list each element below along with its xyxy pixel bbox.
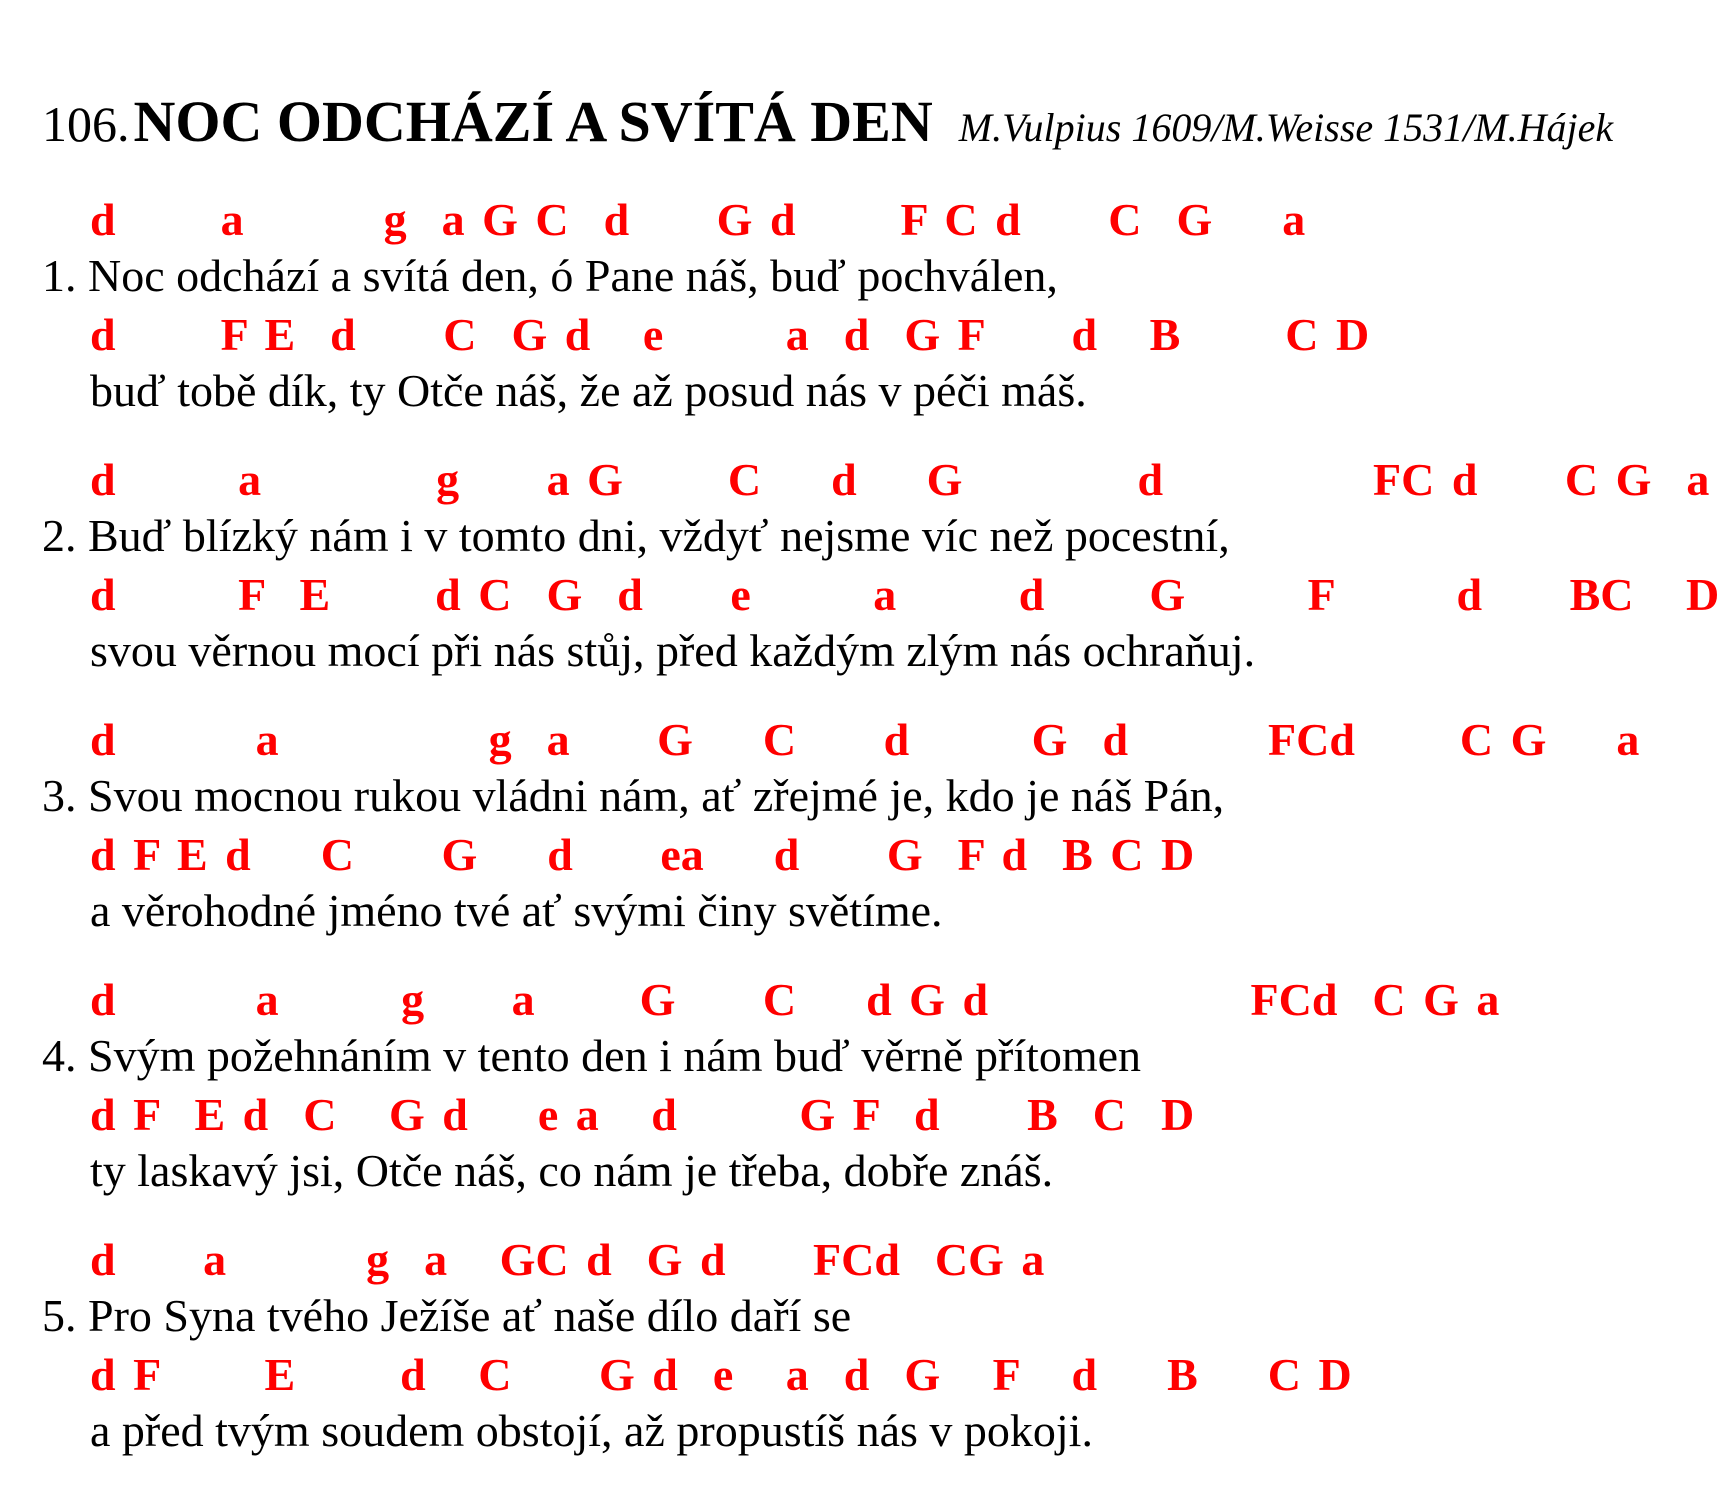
verse-2-chords-1: d a g a G C d G d FC d C G a xyxy=(90,454,1710,505)
verse-4-chords-1: d a g a G C d G d FCd C G a xyxy=(90,974,1500,1025)
verse-4-lyric-1: 4. Svým požehnáním v tento den i nám buď věrně přítomen xyxy=(42,1030,1142,1081)
verse-5-lyric-1: 5. Pro Syna tvého Ježíše ať naše dílo daří se xyxy=(42,1290,852,1341)
verse-5-chords-1: d a g a GC d G d FCd CG a xyxy=(90,1234,1045,1285)
song-title: NOC ODCHÁZÍ A SVÍTÁ DEN xyxy=(133,89,933,154)
song-header xyxy=(42,88,1613,155)
song-number: 106. xyxy=(42,96,130,152)
verse-2-lyric-1: 2. Buď blízký nám i v tomto dni, vždyť nejsme víc než pocestní, xyxy=(42,510,1230,561)
verse-5-chords-2: d F E d C G d e a d G F d B C D xyxy=(90,1349,1352,1400)
verse-3-lyric-1: 3. Svou mocnou rukou vládni nám, ať zřejmé je, kdo je náš Pán, xyxy=(42,770,1225,821)
verse-3-chords-2: d F E d C G d ea d G F d B C D xyxy=(90,829,1195,880)
verse-3-lyric-2: a věrohodné jméno tvé ať svými činy světíme. xyxy=(90,885,943,936)
verse-2-chords-2: d F E d C G d e a d G F d BC D xyxy=(90,569,1720,620)
verse-1-chords-2: d F E d C G d e a d G F d B C D xyxy=(90,309,1370,360)
verse-4-chords-2: d F E d C G d e a d G F d B C D xyxy=(90,1089,1195,1140)
verse-2-lyric-2: svou věrnou mocí při nás stůj, před každým zlým nás ochraňuj. xyxy=(90,625,1256,676)
verse-4-lyric-2: ty laskavý jsi, Otče náš, co nám je třeba, dobře znáš. xyxy=(90,1145,1054,1196)
verse-1-lyric-2: buď tobě dík, ty Otče náš, že až posud nás v péči máš. xyxy=(90,365,1087,416)
verse-5-lyric-2: a před tvým soudem obstojí, až propustíš nás v pokoji. xyxy=(90,1405,1093,1456)
verse-1-lyric-1: 1. Noc odchází a svítá den, ó Pane náš, buď pochválen, xyxy=(42,250,1058,301)
verse-1-chords-1: d a g a G C d G d F C d C G a xyxy=(90,194,1306,245)
song-authors: M.Vulpius 1609/M.Weisse 1531/M.Hájek xyxy=(958,105,1614,150)
verse-3-chords-1: d a g a G C d G d FCd C G a xyxy=(90,714,1640,765)
